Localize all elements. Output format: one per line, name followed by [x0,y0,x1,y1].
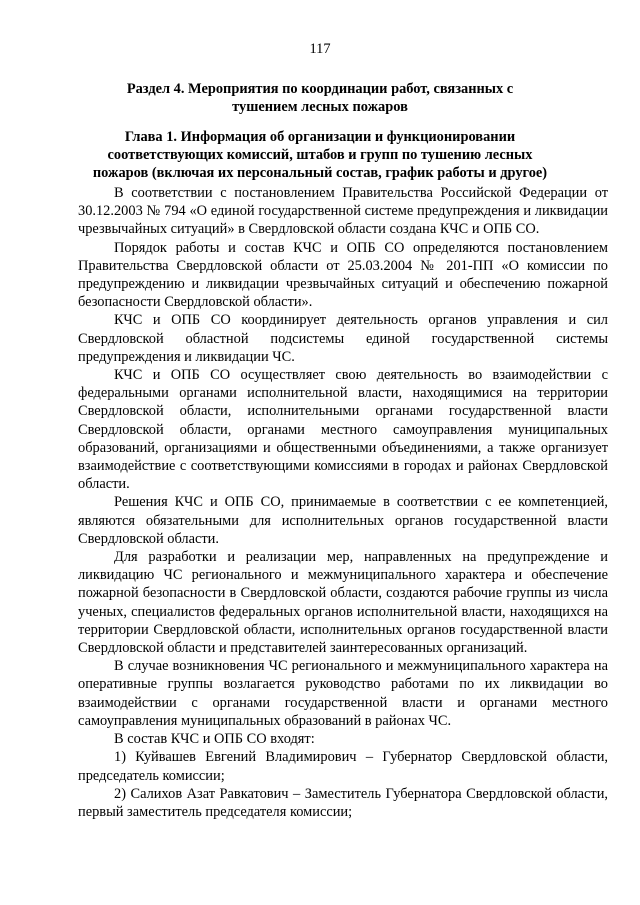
section-title: Раздел 4. Мероприятия по координации работ, связанных с тушением лесных пожаров [126,81,514,115]
body-text [78,184,608,821]
paragraph: Порядок работы и состав КЧС и ОПБ СО определяются постановлением Правительства Свердловской области от 25.03.2004 № 201-ПП «О комиссии по предупреждению и ликвидации чрезвычайных ситуаций и обеспечению пожарной безопасности Свердловской области». [78,239,608,311]
paragraph: В случае возникновения ЧС регионального и межмуниципального характера на оперативные группы возлагается руководство работами по их ликвидации во взаимодействии с органами государственной власти и органами местного самоуправления муниципальных образований в районах ЧС. [78,658,608,729]
paragraph: КЧС и ОПБ СО координирует деятельность органов управления и сил Свердловской областной подсистемы единой государственной системы предупреждения и ликвидации ЧС. [78,312,608,365]
paragraph: В состав КЧС и ОПБ СО входят: [114,731,315,748]
page-number: 117 [309,41,331,57]
list-item: 1) Куйвашев Евгений Владимирович – Губернатор Свердловской области, председатель комиссии; [78,749,608,784]
paragraph: Решения КЧС и ОПБ СО, принимаемые в соответствии с ее компетенцией, являются обязательными для исполнительных органов государственной власти Свердловской области. [78,494,608,547]
paragraph: КЧС и ОПБ СО осуществляет свою деятельность во взаимодействии с федеральными органами исполнительной власти, находящимися на территории Свердловской области, исполнительными органами государственной власти Свердловской области, органами местного самоуправления муниципальных образований, организациями и общественными объединениями, а также организует взаимодействие с соответствующими комиссиями в городах и районах Свердловской области. [78,367,608,493]
paragraph: Для разработки и реализации мер, направленных на предупреждение и ликвидацию ЧС регионального и межмуниципального характера и обеспечение пожарной безопасности в Свердловской области, создаются рабочие группы из числа ученых, специалистов федеральных органов исполнительной власти, находящихся на территории Свердловской области, исполнительных органов государственной власти Свердловской области и представителей заинтересованных организаций. [78,549,608,657]
paragraph: В соответствии с постановлением Правительства Российской Федерации от 30.12.2003 № 794 «О единой государственной системе предупреждения и ликвидации чрезвычайных ситуаций» в Свердловской области создана КЧС и ОПБ СО. [78,185,608,238]
chapter-title: Глава 1. Информация об организации и функционировании соответствующих комиссий, штабов и групп по тушению лесных пожаров (включая их персональный состав, график работы и другое) [92,129,548,181]
list-item: 2) Салихов Азат Равкатович – Заместитель Губернатора Свердловской области, первый заместитель председателя комиссии; [78,785,608,820]
